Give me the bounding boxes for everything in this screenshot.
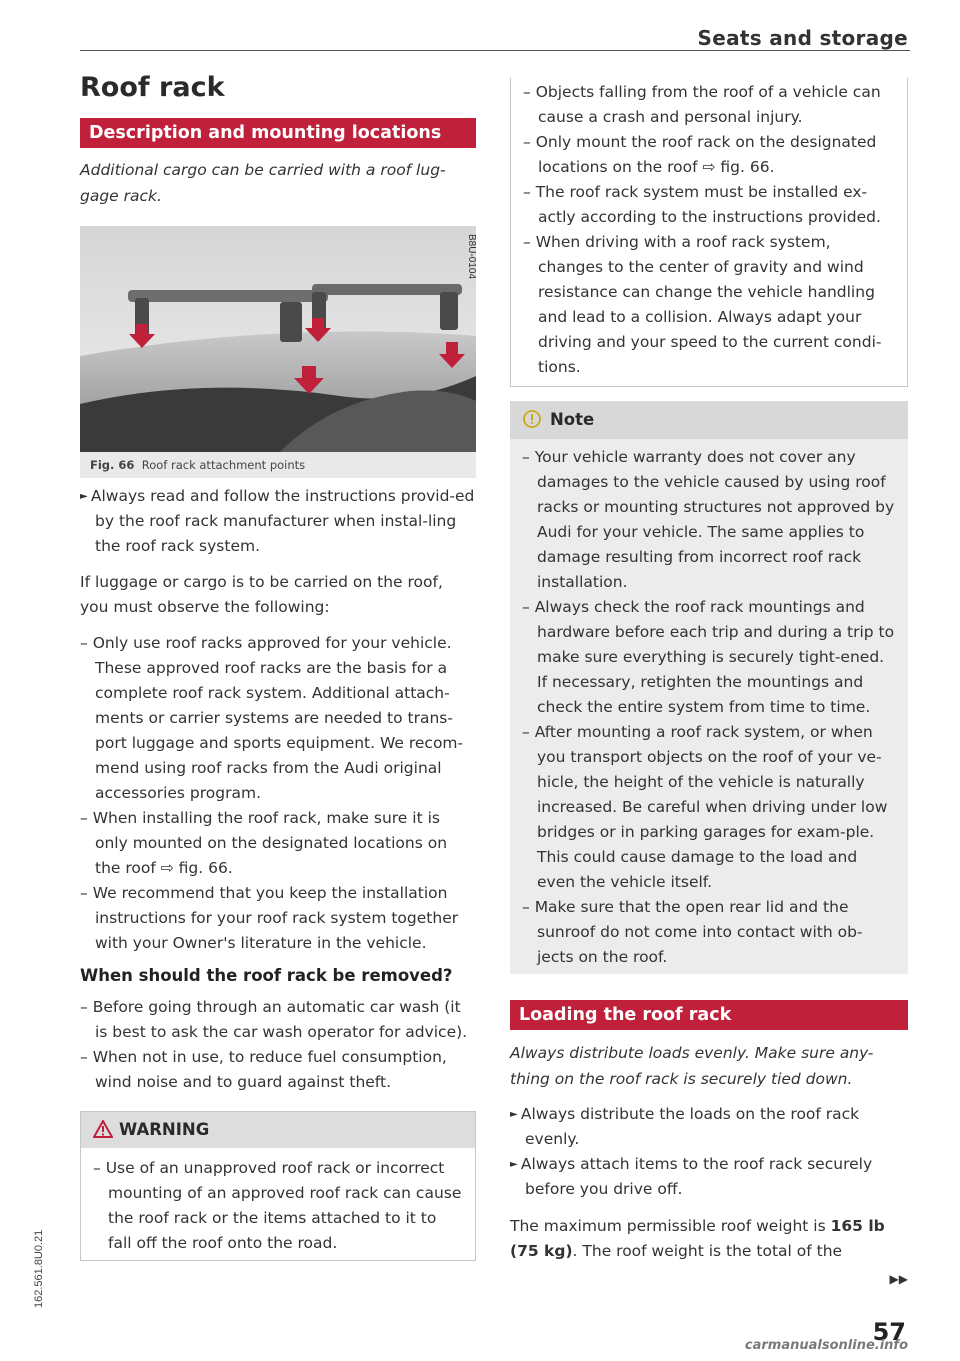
warning-header <box>81 1112 475 1148</box>
warning-title: WARNING <box>119 1120 210 1139</box>
list-item: ► Always attach items to the roof rack securely before you drive off. <box>510 1152 908 1202</box>
paragraph-observe: If luggage or cargo is to be carried on the roof, you must observe the following: <box>80 573 443 616</box>
requirements-list <box>80 631 476 956</box>
warning-triangle-icon <box>93 1120 113 1138</box>
side-code-text: 162.561.8U0.21 <box>33 1229 45 1308</box>
note-info-icon <box>522 409 542 429</box>
note-title: Note <box>550 410 595 429</box>
figure-caption-label: Fig. 66 <box>90 458 135 472</box>
warning-box-continued <box>510 78 908 387</box>
list-item: – Only mount the roof rack on the designated locations on the roof ⇨ fig. 66. <box>523 130 895 180</box>
list-item: ► Always distribute the loads on the roof rack evenly. <box>510 1102 908 1152</box>
header-rule <box>80 50 910 51</box>
side-document-code <box>28 1180 48 1310</box>
roof-rack-illustration <box>80 226 476 452</box>
list-item: – Use of an unapproved roof rack or incorrect mounting of an approved roof rack can cause the roof rack or the items attached to it to fall off the roof onto the road. <box>93 1156 463 1256</box>
list-item: – After mounting a roof rack system, or when you transport objects on the roof of your ve-hicle, the height of the vehicle is naturally increased. Be careful when driving under low bridges or in parking garages for exam-ple. This could cause damage to the load and even the vehicle itself. <box>522 720 896 895</box>
loading-intro: Always distribute loads evenly. Make sure any-thing on the roof rack is securely tied down. <box>510 1044 874 1088</box>
max-weight-text-post: . The roof weight is the total of the <box>572 1242 843 1260</box>
list-item: – When not in use, to reduce fuel consumption, wind noise and to guard against theft. <box>80 1045 476 1095</box>
note-box <box>510 401 908 974</box>
max-weight-text-pre: The maximum permissible roof weight is <box>510 1217 831 1235</box>
list-item: – The roof rack system must be installed ex-actly according to the instructions provided. <box>523 180 895 230</box>
section-bar-loading <box>510 1000 908 1030</box>
note-list <box>522 445 896 970</box>
watermark: carmanualsonline.info <box>744 1338 908 1353</box>
roof-rack-figure <box>80 226 476 478</box>
list-item: – Before going through an automatic car wash (it is best to ask the car wash operator for advice). <box>80 995 476 1045</box>
left-column <box>80 118 476 209</box>
right-column <box>510 78 908 1264</box>
warning-list-continued <box>523 80 895 380</box>
list-item: – Make sure that the open rear lid and the sunroof do not come into contact with ob-jects on the roof. <box>522 895 896 970</box>
removal-list <box>80 995 476 1095</box>
list-item: – We recommend that you keep the installation instructions for your roof rack system together with your Owner's literature in the vehicle. <box>80 881 476 956</box>
max-weight-value: 165 lb (75 kg) <box>510 1217 885 1260</box>
list-item: – Objects falling from the roof of a vehicle can cause a crash and personal injury. <box>523 80 895 130</box>
list-item: – When driving with a roof rack system, changes to the center of gravity and wind resistance can change the vehicle handling and lead to a collision. Always adapt your driving and your speed to the current condi-tions. <box>523 230 895 380</box>
warning-box <box>80 1111 476 1261</box>
figure-caption-text: Roof rack attachment points <box>141 458 306 472</box>
warning-list <box>93 1156 463 1256</box>
loading-steps <box>510 1102 908 1202</box>
rear-crossbar <box>312 284 462 295</box>
list-item: – Always check the roof rack mountings and hardware before each trip and during a trip to make sure everything is securely tight-ened. If necessary, retighten the mountings and check the entire system from time to time. <box>522 595 896 720</box>
list-item: – Only use roof racks approved for your vehicle. These approved roof racks are the basis for a complete roof rack system. Additional attach-ments or carrier systems are needed to trans-port luggage and sports equipment. We recom-mend using roof racks from the Audi original accessories program. <box>80 631 476 806</box>
page-title: Roof rack <box>80 72 225 103</box>
step-list <box>80 484 476 559</box>
intro-text: Additional cargo can be carried with a roof lug-gage rack. <box>80 161 446 205</box>
left-column-body <box>80 484 476 1261</box>
figure-caption <box>90 458 305 472</box>
list-item: ► Always read and follow the instructions provid-ed by the roof rack manufacturer when instal-ling the roof rack system. <box>80 484 476 559</box>
list-item: – When installing the roof rack, make sure it is only mounted on the designated locations on the roof ⇨ fig. 66. <box>80 806 476 881</box>
continue-arrow-icon: ▶▶ <box>889 1272 908 1286</box>
subheading-remove: When should the roof rack be removed? <box>80 966 453 985</box>
max-weight-paragraph <box>510 1214 908 1264</box>
front-crossbar <box>128 290 328 302</box>
list-item: – Your vehicle warranty does not cover any damages to the vehicle caused by using roof racks or mounting structures not approved by Audi for your vehicle. The same applies to damage resulting from incorrect roof rack installation. <box>522 445 896 595</box>
section-bar-description: Description and mounting locations <box>80 118 476 148</box>
note-header <box>510 401 908 439</box>
page-number: 57 <box>872 1318 906 1346</box>
running-header: Seats and storage <box>697 26 908 50</box>
section-bar-loading-label: Loading the roof rack <box>519 1005 732 1025</box>
figure-code: B8U-0104 <box>466 234 476 280</box>
